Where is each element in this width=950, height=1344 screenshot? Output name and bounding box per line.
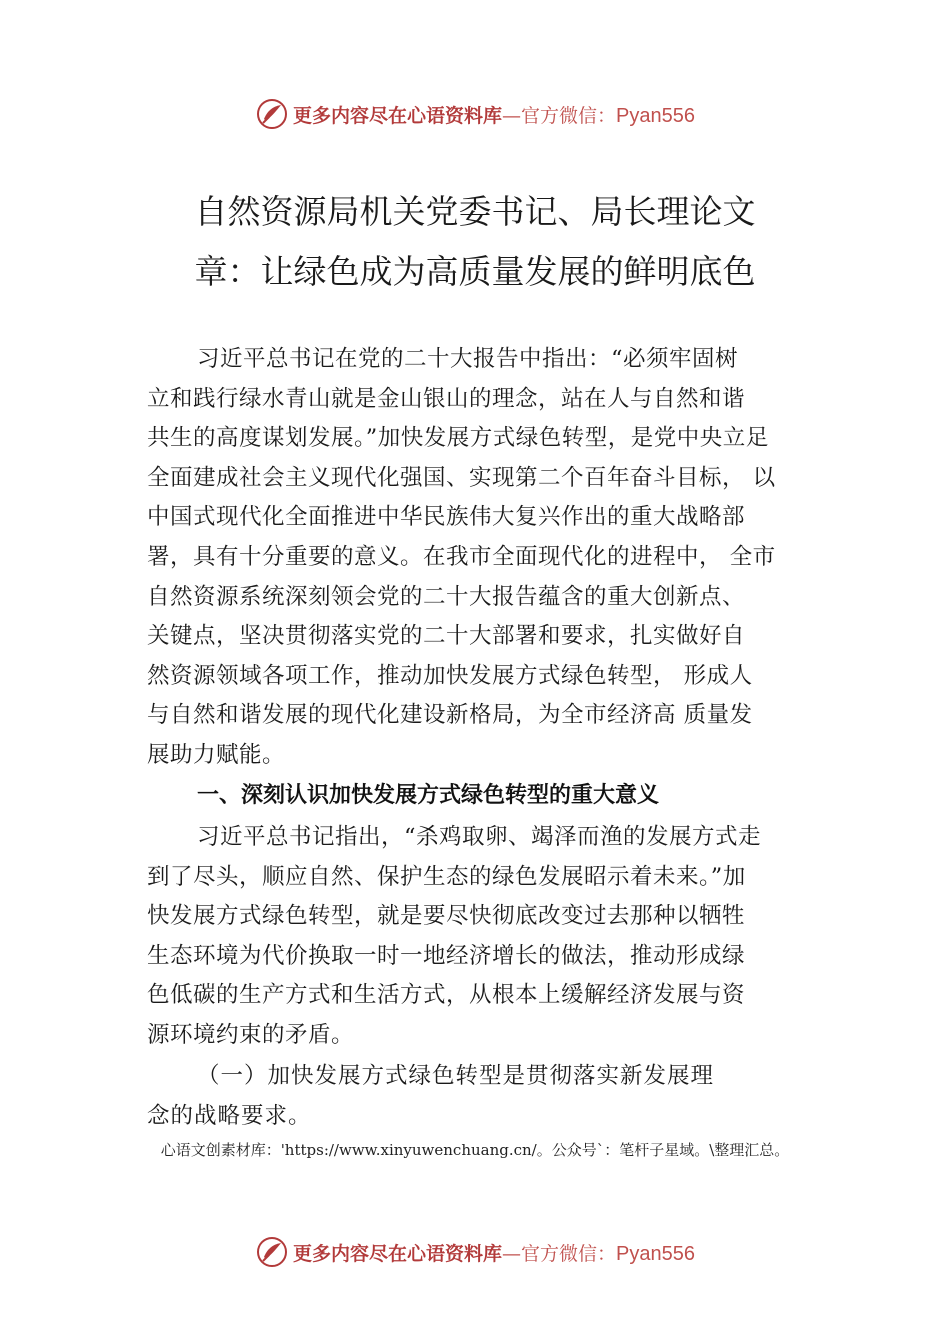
- banner-label: 更多内容尽在心语资料库—官方微信：Pyan556: [293, 104, 695, 127]
- paragraph-line: 共生的高度谋划发展。”加快发展方式绿色转型，是党中央立足: [147, 425, 769, 452]
- logo-icon: [255, 97, 289, 131]
- paragraph-line: 与自然和谐发展的现代化建设新格局，为全市经济高 质量发: [147, 702, 753, 729]
- title-line-2: 章：让绿色成为高质量发展的鲜明底色: [194, 252, 756, 291]
- paragraph-line: 然资源领域各项工作，推动加快发展方式绿色转型， 形成人: [147, 662, 753, 689]
- subsection-heading: [147, 1056, 833, 1136]
- paragraph-line: 中国式现代化全面推进中华民族伟大复兴作出的重大战略部: [147, 504, 746, 531]
- wechat-id: Pyan556: [616, 104, 695, 127]
- paragraph-line: 生态环境为代价换取一时一地经济增长的做法，推动形成绿: [147, 942, 746, 969]
- document-title: [150, 182, 800, 302]
- header-banner: [0, 94, 950, 134]
- section-heading: 一、深刻认识加快发展方式绿色转型的重大意义: [197, 783, 660, 808]
- paragraph-line: 色低碳的生产方式和生活方式，从根本上缓解经济发展与资: [147, 982, 746, 1009]
- wechat-id: Pyan556: [616, 1242, 695, 1265]
- paragraph-line: 关键点，坚决贯彻落实党的二十大部署和要求，扎实做好自: [147, 623, 746, 650]
- paragraph-line: 快发展方式绿色转型，就是要尽快彻底改变过去那种以牺牲: [147, 903, 746, 930]
- paragraph-line: 习近平总书记指出，“杀鸡取卵、竭泽而渔的发展方式走: [197, 824, 762, 850]
- footer-banner: [0, 1232, 950, 1272]
- paragraph-line: 展助力赋能。: [147, 741, 286, 768]
- logo-icon: [255, 1235, 289, 1269]
- banner-label: 更多内容尽在心语资料库—官方微信：Pyan556: [293, 1242, 695, 1265]
- paragraph-line: 习近平总书记在党的二十大报告中指出：“必须牢固树: [197, 346, 739, 372]
- title-line-1: 自然资源局机关党委书记、局长理论文: [194, 192, 756, 231]
- intro-paragraph: [147, 340, 833, 776]
- subheading-line-2: 念的战略要求。: [147, 1103, 312, 1129]
- paragraph-line: 立和践行绿水青山就是金山银山的理念，站在人与自然和谐: [147, 385, 746, 412]
- paragraph-line: 自然资源系统深刻领会党的二十大报告蕴含的重大创新点、: [147, 583, 746, 610]
- paragraph-line: 到了尽头，顺应自然、保护生态的绿色发展昭示着未来。”加: [147, 863, 746, 890]
- paragraph-line: 全面建成社会主义现代化强国、实现第二个百年奋斗目标， 以: [147, 464, 776, 491]
- subheading-line-1: （一）加快发展方式绿色转型是贯彻落实新发展理: [197, 1063, 715, 1089]
- paragraph-line: 源环境约束的矛盾。: [147, 1021, 355, 1048]
- source-note: 心语文创素材库：'https://www.xinyuwenchuang.cn/。公众号`：笔杆子星域。\整理汇总。: [160, 1141, 790, 1159]
- section-paragraph: [147, 818, 833, 1056]
- paragraph-line: 署，具有十分重要的意义。在我市全面现代化的进程中， 全市: [147, 543, 776, 570]
